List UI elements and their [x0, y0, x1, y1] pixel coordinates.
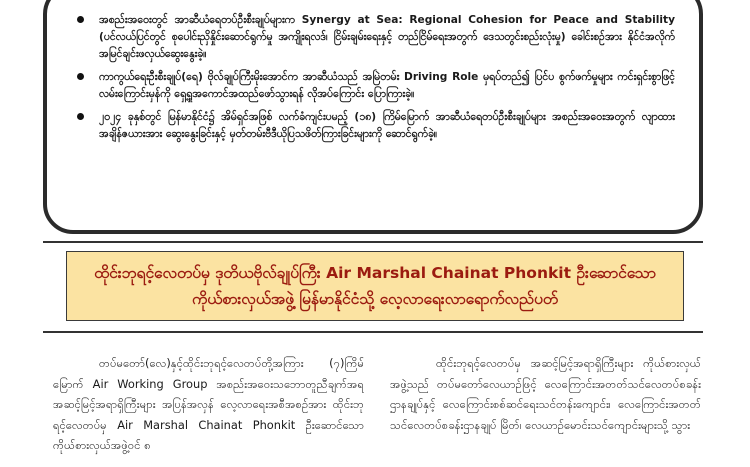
summary-bullet-text: ၂၀၂၄ ခုနှစ်တွင် မြန်မာနိုင်ငံ၌ အိမ်ရှင်အဖြစ် လက်ခံကျင်းပမည့် (၁၈) ကြိမ်မြောက် အာဆီယံရေတပ်ဦးစီးချုပ်များ အစည်းအဝေးအတွက် လျာထားအချိန်ဇယားအား ဆွေးနွေးခြင်းနှင့် မှတ်တမ်းဗီဒီယိုပြသဖိတ်ကြားခြင်းများကို ဆောင်ရွက်ခဲ့။: [99, 111, 675, 140]
article-column-left: တပ်မတော်(လေ)နှင့်ထိုင်းဘုရင့်လေတပ်တို့အကြား (၇)ကြိမ်မြောက် Air Working Group အစည်းအဝေးသဘောတူညီချက်အရ အဆင့်မြင့်အရာရှိကြီးများ အပြန်အလှန် လေ့လာရေးအစီအစဉ်အား ထိုင်းဘုရင့်လေတပ်မှ Air Marshal Chainat Phonkit ဦးဆောင်သော ကိုယ်စားလှယ်အဖွဲ့ဝင် ၈: [53, 356, 364, 453]
summary-bullet-text: အစည်းအဝေးတွင် အာဆီယံရေတပ်ဦးစီးချုပ်များက Synergy at Sea: Regional Cohesion for Peace and Stability (ပင်လယ်ပြင်တွင် စုပေါင်းညှိနှိုင်းဆောင်ရွက်မှု အကျိုးရလဒ်၊ ငြိမ်းချမ်းရေးနှင့် တည်ငြိမ်ရေးအတွက် ဒေသတွင်းစည်းလုံးမှု) ခေါင်းစဉ်အား နိုင်ငံအလိုက် အမြင်ချင်းဖလှယ်ဆွေးနွေးခဲ့။: [99, 14, 675, 60]
article-columns: [53, 342, 701, 467]
summary-bullet-list: [77, 12, 675, 143]
summary-bullet: [77, 12, 675, 63]
summary-box: [43, 0, 703, 234]
divider-top: [43, 241, 703, 243]
bullet-dot-icon: [77, 16, 84, 23]
divider-bottom: [43, 331, 703, 333]
headline-box: [66, 251, 684, 321]
bullet-dot-icon: [77, 73, 84, 80]
summary-bullet: [77, 109, 675, 143]
summary-bullet-text: ကာကွယ်ရေးဦးစီးချုပ်(ရေ) ဗိုလ်ချုပ်ကြီးမိုးအောင်က အာဆီယံသည် အမြဲတမ်း Driving Role မှရပ်တည်၍ ပြင်ပ စွက်ဖက်မှုများ ကင်းရှင်းစွာဖြင့် လမ်းကြောင်းမှန်ကို ရှေ့ရှုအကောင်အထည်ဖော်သွားရန် လိုအပ်ကြောင်း ပြောကြားခဲ့။: [99, 71, 675, 100]
bullet-dot-icon: [77, 113, 84, 120]
headline-line-1: ထိုင်းဘုရင့်လေတပ်မှ ဒုတိယဗိုလ်ချုပ်ကြီး Air Marshal Chainat Phonkit ဦးဆောင်သော: [94, 264, 656, 282]
headline-line-2: ကိုယ်စားလှယ်အဖွဲ့ မြန်မာနိုင်ငံသို့ လေ့လာရေးလာရောက်လည်ပတ်: [192, 290, 558, 308]
article-column-right: ထိုင်းဘုရင့်လေတပ်မှ အဆင့်မြင့်အရာရှိကြီးများ ကိုယ်စားလှယ်အဖွဲ့သည် တပ်မတော်လေယာဉ်ဖြင့် လေကြောင်းအတတ်သင်လေတပ်စခန်းဌာနချုပ်နှင့် လေကြောင်းစစ်ဆင်ရေးသင်တန်းကျောင်း၊ လေကြောင်းအတတ်သင်လေတပ်စခန်းဌာနချုပ် မြိတ်၊ လေယာဉ်မောင်းသင်ကျောင်းများသို့ သွား: [390, 356, 701, 432]
summary-bullet: [77, 69, 675, 103]
